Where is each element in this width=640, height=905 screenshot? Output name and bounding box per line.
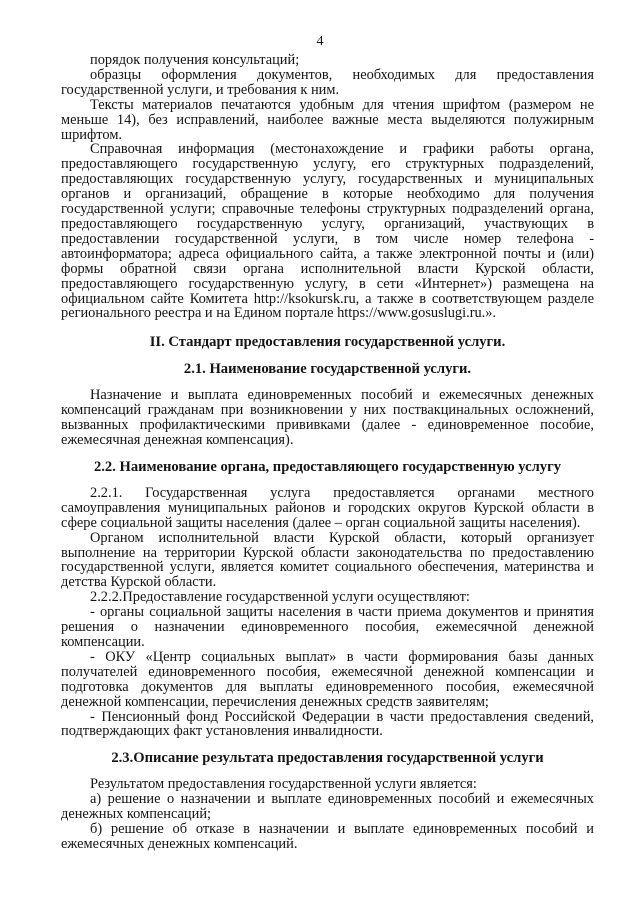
intro-paragraph-4: Справочная информация (местонахождение и графики работы органа, предоставляющего государственную услугу, его структурных подразделений, предоставляющих государственную услугу, государственных и муниципальных органов и организаций, обращение в которые необходимо для получения государственной услуги; справочные телефоны структурных подразделений органа, предоставляющего государственную услугу, организаций, участвующих в предоставлении государственной услуги, в том числе номер телефона - автоинформатора; адреса официального сайта, а также электронной почты и (или) формы обратной связи органа исполнительной власти Курской области, предоставляющего государственную услугу, в сети «Интернет») размещена на официальном сайте Комитета http://ksokursk.ru, а также в соответствующем разделе регионального реестра и на Едином портале https://www.gosuslugi.ru.». [61, 141, 594, 322]
subsection-2-2-paragraph-1: 2.2.1. Государственная услуга предоставляется органами местного самоуправления муниципальных районов и городских округов Курской области в сфере социальной защиты населения (далее – орган социальной защиты населения). [61, 484, 594, 531]
subsection-2-3-paragraph-3: б) решение об отказе в назначении и выплате единовременных пособий и ежемесячных денежных компенсаций. [61, 821, 594, 852]
subsection-2-3-paragraph-1: Результатом предоставления государственной услуги является: [90, 776, 477, 793]
subsection-2-2-paragraph-4: - органы социальной защиты населения в части приема документов и принятия решения о назначении единовременного пособия, ежемесячной денежной компенсации. [61, 604, 594, 650]
subsection-2-1-title: 2.1. Наименование государственной услуги. [183, 361, 472, 378]
intro-paragraph-1: порядок получения консультаций; [90, 52, 300, 68]
subsection-2-1-text: Назначение и выплата единовременных пособий и ежемесячных денежных компенсаций гражданам при возникновении у них поствакцинальных осложнений, вызванных профилактическими прививками (далее - единовременное пособие, ежемесячная денежная компенсация). [61, 387, 594, 449]
subsection-2-2-paragraph-6: - Пенсионный фонд Российской Федерации в части предоставления сведений, подтверждающих факт установления инвалидности. [61, 708, 594, 740]
intro-paragraph-3: Тексты материалов печатаются удобным для чтения шрифтом (размером не меньше 14), без исправлений, наиболее важные места выделяются полужирным шрифтом. [61, 96, 594, 143]
subsection-2-2-paragraph-2: Органом исполнительной власти Курской области, который организует выполнение на территории Курской области законодательства по предоставлению государственной услуги, является комитет социального обеспечения, материнства и детства Курской области. [61, 529, 594, 591]
subsection-2-2-title: 2.2. Наименование органа, предоставляющего государственную услугу [93, 458, 562, 475]
subsection-2-2-paragraph-3: 2.2.2.Предоставление государственной услуги осуществляют: [90, 589, 470, 606]
intro-paragraph-2: образцы оформления документов, необходимых для предоставления государственной услуги, и требования к ним. [61, 66, 594, 98]
subsection-2-2-paragraph-5: - ОКУ «Центр социальных выплат» в части формирования базы данных получателей единовременного пособия, ежемесячной денежной компенсации и подготовка документов для выплаты единовременного пособия, ежемесячной денежной компенсации, перечисления денежных средств заявителям; [61, 648, 594, 710]
subsection-2-3-paragraph-2: а) решение о назначении и выплате единовременных пособий и ежемесячных денежных компенсаций; [61, 791, 594, 823]
page-number: 4 [316, 34, 324, 49]
section-title: II. Стандарт предоставления государственной услуги. [149, 334, 506, 351]
document-body [61, 53, 594, 852]
subsection-2-3-title: 2.3.Описание результата предоставления государственной услуги [111, 750, 544, 767]
